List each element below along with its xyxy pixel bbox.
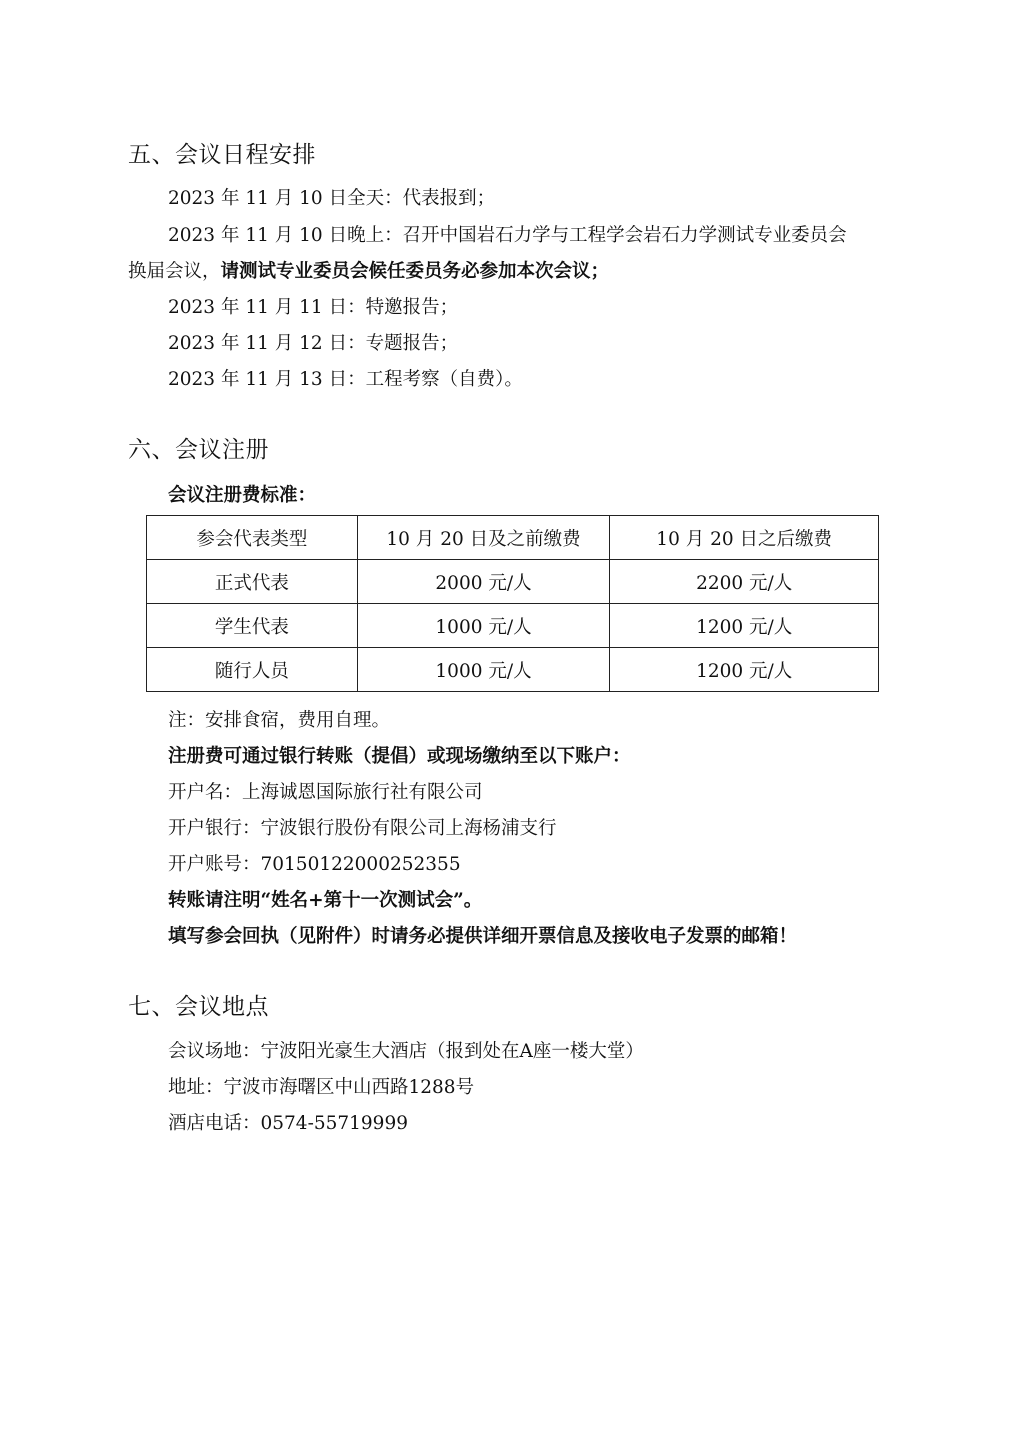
table-cell: 2000 元/人	[357, 560, 610, 604]
table-cell: 正式代表	[147, 560, 358, 604]
section-7-heading: 七、会议地点	[128, 994, 269, 1020]
table-cell: 1200 元/人	[610, 604, 879, 648]
venue: 会议场地：宁波阳光豪生大酒店（报到处在A座一楼大堂）	[168, 1041, 644, 1062]
table-header-cell: 参会代表类型	[147, 516, 358, 560]
address: 地址：宁波市海曙区中山西路1288号	[168, 1077, 475, 1098]
table-cell: 2200 元/人	[610, 560, 879, 604]
table-header-cell: 10 月 20 日之后缴费	[610, 516, 879, 560]
schedule-line-2: 2023 年 11 月 10 日晚上：召开中国岩石力学与工程学会岩石力学测试专业委员会	[168, 225, 847, 246]
section-5-heading: 五、会议日程安排	[128, 142, 316, 168]
hotel-phone: 酒店电话：0574-55719999	[168, 1113, 408, 1134]
section-6-heading: 六、会议注册	[128, 437, 269, 463]
table-cell: 1000 元/人	[357, 648, 610, 692]
registration-fee-table	[146, 515, 879, 692]
schedule-line-1: 2023 年 11 月 10 日全天：代表报到；	[168, 188, 496, 209]
schedule-line-2-prefix: 换届会议，	[128, 261, 221, 282]
schedule-line-2-emphasis: 请测试专业委员会候任委员务必参加本次会议；	[220, 261, 610, 282]
table-cell: 1000 元/人	[357, 604, 610, 648]
schedule-line-3: 2023 年 11 月 11 日：特邀报告；	[168, 297, 459, 318]
bank-name: 开户银行：宁波银行股份有限公司上海杨浦支行	[168, 818, 557, 839]
schedule-line-5: 2023 年 11 月 13 日：工程考察（自费）。	[168, 369, 523, 390]
receipt-note: 填写参会回执（见附件）时请务必提供详细开票信息及接收电子发票的邮箱！	[168, 926, 798, 947]
schedule-line-4: 2023 年 11 月 12 日：专题报告；	[168, 333, 459, 354]
fee-standard-title: 会议注册费标准：	[168, 485, 317, 506]
table-cell: 1200 元/人	[610, 648, 879, 692]
table-row	[147, 604, 879, 648]
table-cell: 随行人员	[147, 648, 358, 692]
account-number: 开户账号：70150122000252355	[168, 854, 461, 875]
meals-note: 注：安排食宿，费用自理。	[168, 710, 391, 731]
table-cell: 学生代表	[147, 604, 358, 648]
table-header-cell: 10 月 20 日及之前缴费	[357, 516, 610, 560]
table-row	[147, 560, 879, 604]
bank-transfer-intro: 注册费可通过银行转账（提倡）或现场缴纳至以下账户：	[168, 746, 631, 767]
table-header-row	[147, 516, 879, 560]
transfer-note: 转账请注明“姓名+第十一次测试会”。	[168, 890, 483, 911]
table-row	[147, 648, 879, 692]
schedule-line-2-continued	[128, 257, 609, 283]
account-name: 开户名：上海诚恩国际旅行社有限公司	[168, 782, 483, 803]
